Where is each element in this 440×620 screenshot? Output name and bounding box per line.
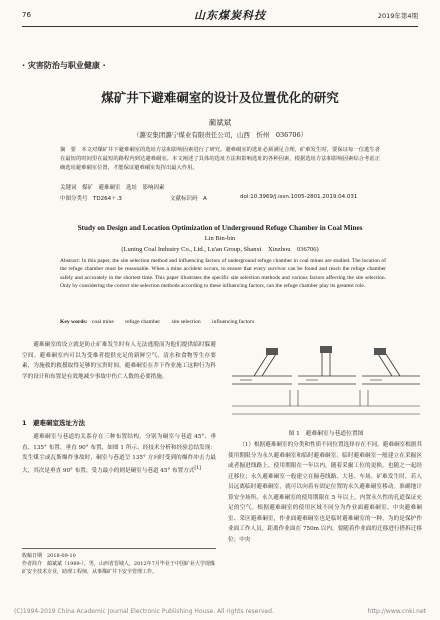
- figure-caption: 图 1 避难硐室与巷道位置图: [288, 431, 364, 437]
- author-bio: 作者简介 蔺斌斌（1989-），男，山西省晋城人，2012年7月毕业于中国矿业大学现煤矿安全技术专业，助理工程师，从事煤矿井下安全管理工作。: [22, 561, 215, 575]
- title-cn: 煤矿井下避难硐室的设计及位置优化的研究: [101, 90, 339, 105]
- keywords-en: [60, 319, 264, 325]
- section1-body: [22, 432, 216, 476]
- right-column-text: （1）根据避难硐室的分类和性质不同位置选择存在不同。避难硐室根据其使用期限分为永久避难硐室和临时避难硐室。临时避难硐室一般建立在采掘区或者掘进线路上，使用期限在一年以内，随着采掘工位的更换，也随之一起经迁移位；永久避难硐室一般建立在掘巷线路、大巷、车场。矿难发生时，若人员远离临时避难硐室，就可以向着有固定位置的永久避难硐室移动。准确地计算安全场所、永久避难硐室的使用期限在 5 年以上，内置永久性的孔道保证充足的空气。根据避难硐室的使用区域不同分为作业面避难硐室、中央避难硐室、采区避难硐室，作业面避难硐室也是临时避难硐室的一种，为的是保护作业面工作人员，距离作业面在 750m 以内，要随着作业面的迁移进行搭拆迁移位；中央: [228, 442, 422, 543]
- received-date: 收稿日期 2018-09-10: [22, 553, 76, 559]
- abstract-en: Abstract: In this paper, the site selection method and influencing factors of underground refuge chamber in coal mines are studied. The location of the refuge chamber must be reasonable. When a mine accident occurs, to ensure that every survivor can be found and reach the refuge chamber safely and accurately in the shortest time. This paper illustrates the specific site selection methods and various factors affecting the site selection. Only by considering the correct site selection methods according to these influencing factors, can the refuge chamber play its greatest role.: [60, 258, 386, 289]
- page-number: 76: [22, 11, 31, 19]
- copyright-footer: (C)1994-2019 China Academic Journal Electronic Publishing House. All rights reserved.: [14, 608, 274, 615]
- cnki-url: http://www.cnki.net: [367, 608, 426, 615]
- keyword: coal mine: [91, 319, 114, 325]
- title-en: Study on Design and Location Optimization of Underground Refuge Chamber in Coal Mines: [77, 224, 363, 232]
- section1-paragraph: [22, 432, 216, 476]
- intro-text: 避难硐室的设立就是防止矿难发生时有人无法逃脱而为他们提供临时躲避空间。避难硐室内可以为受难者提供充足的新鲜空气、清水和食物等生存要素，为施救的救援取得足够的宝贵时间。避难硐室在井下作业施工这种行为科学的设计和布置是有效地减少事故中伤亡人数的必要措施。: [22, 342, 216, 380]
- right-column-body: [228, 440, 422, 545]
- affiliation-en: (Luning Coal Industry Co., Ltd., Lu'an Group, Shanxi Xinzhou 036706): [121, 246, 319, 253]
- footnote: [22, 548, 216, 576]
- section-label: · 灾害防治与职业健康 ·: [22, 61, 106, 70]
- keywords-label: Key words:: [60, 319, 88, 325]
- issue-label: 2019年第4期: [377, 12, 418, 20]
- author-en: Lin Bin-bin: [204, 235, 236, 242]
- author-cn: 蔺斌斌: [208, 118, 232, 127]
- keyword: influencing factors: [212, 319, 255, 325]
- running-header: [22, 6, 418, 27]
- clc-number: 中图分类号 TD264＋.3: [60, 196, 122, 202]
- keyword: refuge chamber: [125, 319, 161, 325]
- abstract-cn: 摘 要 本文对煤矿井下避难硐室的选址方法和影响因素进行了研究。避难硐室的选址必须满足合理，矿难发生时，要保证每一位逃生者在最短的时间里在最短的路程内到达避难硐室。本文阐述了具体的选址方法和影响选址的各种因素，根据选址方法和影响因素综合考虑正确选址避难硐室位置，才能保证避难硐室发挥出最大作用。: [60, 147, 380, 171]
- document-code: 文献标识码 A: [170, 196, 207, 202]
- intro-paragraph: [22, 340, 216, 382]
- section1-text: 避难硐室与巷道的关系存在三种布置结构，分别为硐室与巷道 45°、垂直、135° 布置。垂直 90° 布置，如图 1 所示。经技术分析和经验总结发现：发生煤尘或瓦斯爆炸事故时，硐室与巷道呈 135° 方向时受到的爆炸冲击力最大，其次是垂直 90° 布置，受力最小的则是硐室与巷道 45° 布置方式: [22, 434, 216, 474]
- section-heading: 1 避难硐室选址方法: [22, 419, 86, 427]
- keyword: site selection: [171, 319, 201, 325]
- affiliation-cn: （潞安集团潞宁煤业有限责任公司，山西 忻州 036706）: [132, 131, 308, 139]
- journal-name: 山东煤炭科技: [194, 9, 266, 22]
- doi: doi:10.3969/j.issn.1005-2801.2019.04.031: [240, 194, 358, 200]
- citation: [1]: [194, 465, 201, 471]
- figure-diagram: [230, 340, 422, 420]
- keywords-cn: 关键词 煤矿 避难硐室 选址 影响因素: [60, 185, 165, 191]
